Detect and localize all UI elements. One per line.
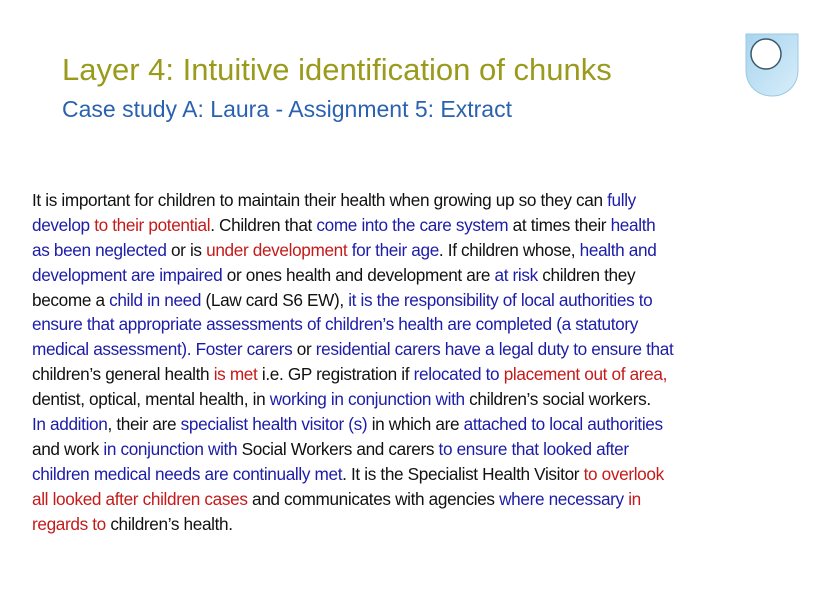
open-university-shield-icon: [742, 30, 802, 100]
text-line: [32, 462, 812, 487]
highlighted-chunk-blue: working in conjunction with: [269, 389, 465, 410]
highlighted-chunk-blue: health: [610, 214, 656, 235]
text-line: [32, 387, 812, 412]
highlighted-chunk-blue: for their age: [347, 239, 439, 260]
text-segment: children they: [537, 264, 636, 285]
text-segment: or ones health and development are: [222, 264, 495, 285]
text-segment: i.e. GP registration if: [257, 364, 414, 385]
highlighted-chunk-blue: health and: [579, 239, 657, 260]
text-segment: dentist, optical, mental health, in: [32, 389, 270, 410]
highlighted-chunk-blue: In addition: [32, 414, 108, 435]
highlighted-chunk-blue: it is the responsibility of local authorities to: [348, 289, 653, 310]
text-line: [32, 487, 812, 512]
text-segment: children’s health.: [105, 513, 233, 534]
highlighted-chunk-blue: specialist health visitor (s): [180, 414, 368, 435]
text-segment: children’s general health: [32, 364, 214, 385]
highlighted-chunk-blue: to ensure that looked after: [438, 438, 629, 459]
text-segment: . It is the Specialist Health Visitor: [342, 463, 584, 484]
highlighted-chunk-blue: develop: [32, 214, 95, 235]
highlighted-chunk-blue: at risk: [494, 264, 538, 285]
extract-text: [32, 188, 812, 536]
text-segment: . If children whose,: [438, 239, 580, 260]
highlighted-chunk-blue: come into the care system: [316, 214, 509, 235]
highlighted-chunk-red: in: [628, 488, 641, 509]
slide-title: Layer 4: Intuitive identification of chunks: [62, 52, 612, 87]
highlighted-chunk-blue: as been neglected: [32, 239, 167, 260]
highlighted-chunk-red: to overlook: [583, 463, 664, 484]
text-segment: and work: [32, 438, 104, 459]
text-segment: , their are: [107, 414, 181, 435]
highlighted-chunk-blue: medical assessment). Foster carers: [32, 339, 293, 360]
text-line: [32, 238, 812, 263]
text-segment: become a: [32, 289, 110, 310]
highlighted-chunk-blue: child in need: [109, 289, 202, 310]
text-line: [32, 512, 812, 537]
text-segment: or: [292, 339, 316, 360]
text-segment: at times their: [508, 214, 611, 235]
text-segment: It is important for children to maintain their health when growing up so they can: [32, 190, 608, 210]
text-line: [32, 188, 812, 213]
text-line: [32, 437, 812, 462]
highlighted-chunk-blue: development are impaired: [32, 264, 223, 285]
highlighted-chunk-blue: residential carers have a legal duty to ensure that: [315, 339, 674, 360]
text-line: [32, 288, 812, 313]
text-line: [32, 213, 812, 238]
text-line: [32, 312, 812, 337]
highlighted-chunk-red: is met: [213, 364, 258, 385]
highlighted-chunk-red: all looked after children cases: [32, 488, 248, 509]
highlighted-chunk-blue: ensure that appropriate assessments of children’s health are completed (a statutory: [32, 314, 638, 335]
highlighted-chunk-red: placement out of area,: [503, 364, 668, 385]
text-segment: . Children that: [210, 214, 317, 235]
text-line: [32, 412, 812, 437]
text-segment: in which are: [367, 414, 464, 435]
text-segment: and communicates with agencies: [247, 488, 500, 509]
text-segment: (Law card S6 EW),: [201, 289, 349, 310]
highlighted-chunk-red: to their potential: [94, 214, 211, 235]
highlighted-chunk-red: regards to: [32, 513, 106, 534]
text-segment: children’s social workers.: [464, 389, 651, 410]
text-line: [32, 263, 812, 288]
text-segment: Social Workers and carers: [237, 438, 439, 459]
highlighted-chunk-blue: attached to local authorities: [463, 414, 663, 435]
highlighted-chunk-red: under development: [206, 239, 348, 260]
highlighted-chunk-blue: relocated to: [413, 364, 504, 385]
highlighted-chunk-blue: where necessary: [499, 488, 629, 509]
highlighted-chunk-blue: in conjunction with: [103, 438, 238, 459]
slide-subtitle: Case study A: Laura - Assignment 5: Extract: [62, 96, 512, 122]
text-segment: or is: [166, 239, 207, 260]
highlighted-chunk-blue: fully: [607, 190, 636, 210]
text-line: [32, 337, 812, 362]
text-line: [32, 362, 812, 387]
highlighted-chunk-blue: children medical needs are continually met: [32, 463, 343, 484]
